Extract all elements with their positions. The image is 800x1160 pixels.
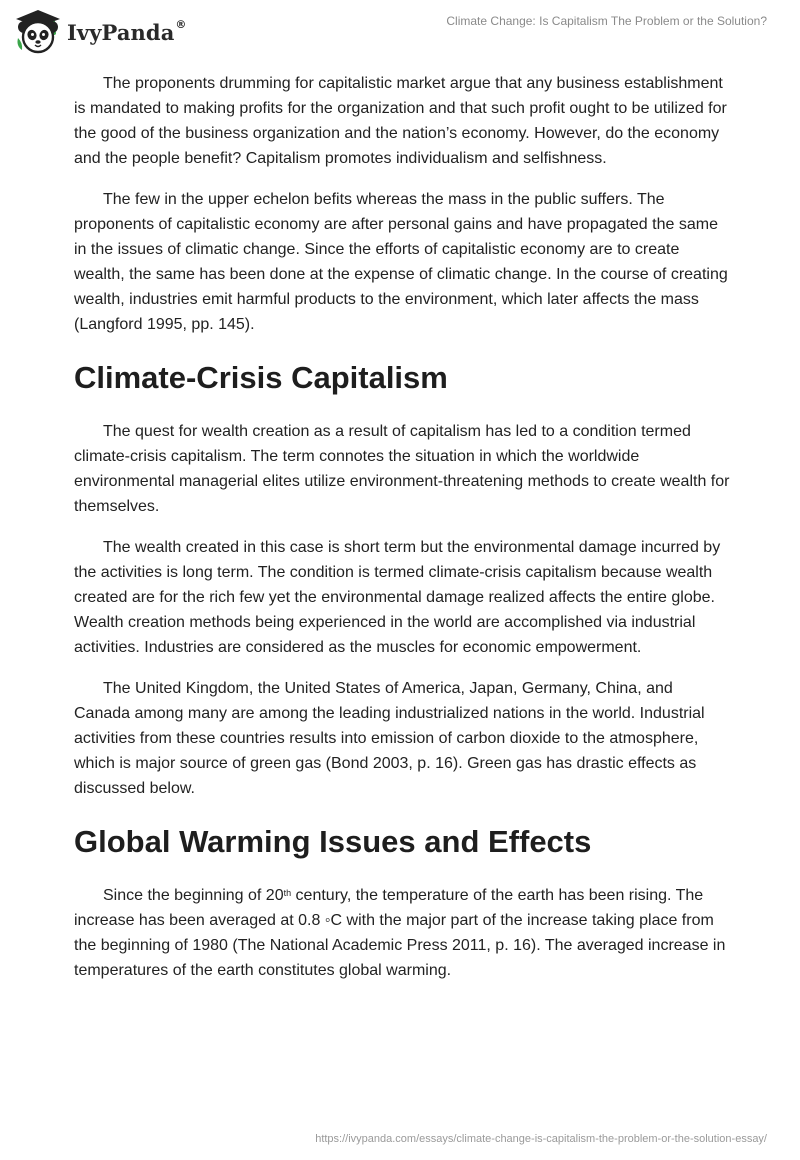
paragraph: The United Kingdom, the United States of America, Japan, Germany, China, and Canada among many are among the leading industrialized nations in the world. Industrial activities from these countries results into emission of carbon dioxide to the atmosphere, which is major source of green gas (Bond 2003, p. 16). Green gas has drastic effects as discussed below.	[74, 680, 705, 797]
section-heading-global-warming: Global Warming Issues and Effects	[74, 824, 592, 859]
paragraph: The wealth created in this case is short term but the environmental damage incurred by the activities is long term. The condition is termed climate-crisis capitalism because wealth created are for the rich few yet the environmental damage realized affects the entire globe. Wealth creation methods being experienced in the world are accomplished via industrial activities. Industries are considered as the muscles for economic empowerment.	[74, 539, 721, 656]
paragraph: Since the beginning of 20th century, the temperature of the earth has been rising. The increase has been averaged at 0.8 ◦C with the major part of the increase taking place from the beginning of 1980 (The National Academic Press 2011, p. 16). The averaged increase in temperatures of the earth constitutes global warming.	[74, 887, 726, 979]
source-url[interactable]: https://ivypanda.com/essays/climate-change-is-capitalism-the-problem-or-the-solution-essay/	[315, 1133, 767, 1145]
essay-body	[74, 71, 730, 999]
paragraph: The proponents drumming for capitalistic market argue that any business establishment is mandated to making profits for the organization and that such profit ought to be utilized for the good of the business organization and the nation’s economy. However, do the economy and the people benefit? Capitalism promotes individualism and selfishness.	[74, 75, 727, 167]
panda-graduate-icon	[14, 8, 62, 54]
paragraph: The few in the upper echelon befits whereas the mass in the public suffers. The proponents of capitalistic economy are after personal gains and have propagated the same in the issues of climatic change. Since the efforts of capitalistic economy are to create wealth, the same has been done at the expense of climatic change. In the course of creating wealth, industries emit harmful products to the environment, which later affects the mass (Langford 1995, pp. 145).	[74, 191, 728, 333]
page-header	[0, 0, 800, 64]
section-heading-climate-crisis-capitalism: Climate-Crisis Capitalism	[74, 360, 448, 395]
brand-name: IvyPanda®	[67, 17, 187, 45]
document-title: Climate Change: Is Capitalism The Problem or the Solution?	[446, 14, 767, 28]
paragraph: The quest for wealth creation as a result of capitalism has led to a condition termed climate-crisis capitalism. The term connotes the situation in which the worldwide environmental managerial elites utilize environment-threatening methods to create wealth for themselves.	[74, 423, 730, 515]
ivypanda-logo[interactable]	[14, 8, 187, 54]
